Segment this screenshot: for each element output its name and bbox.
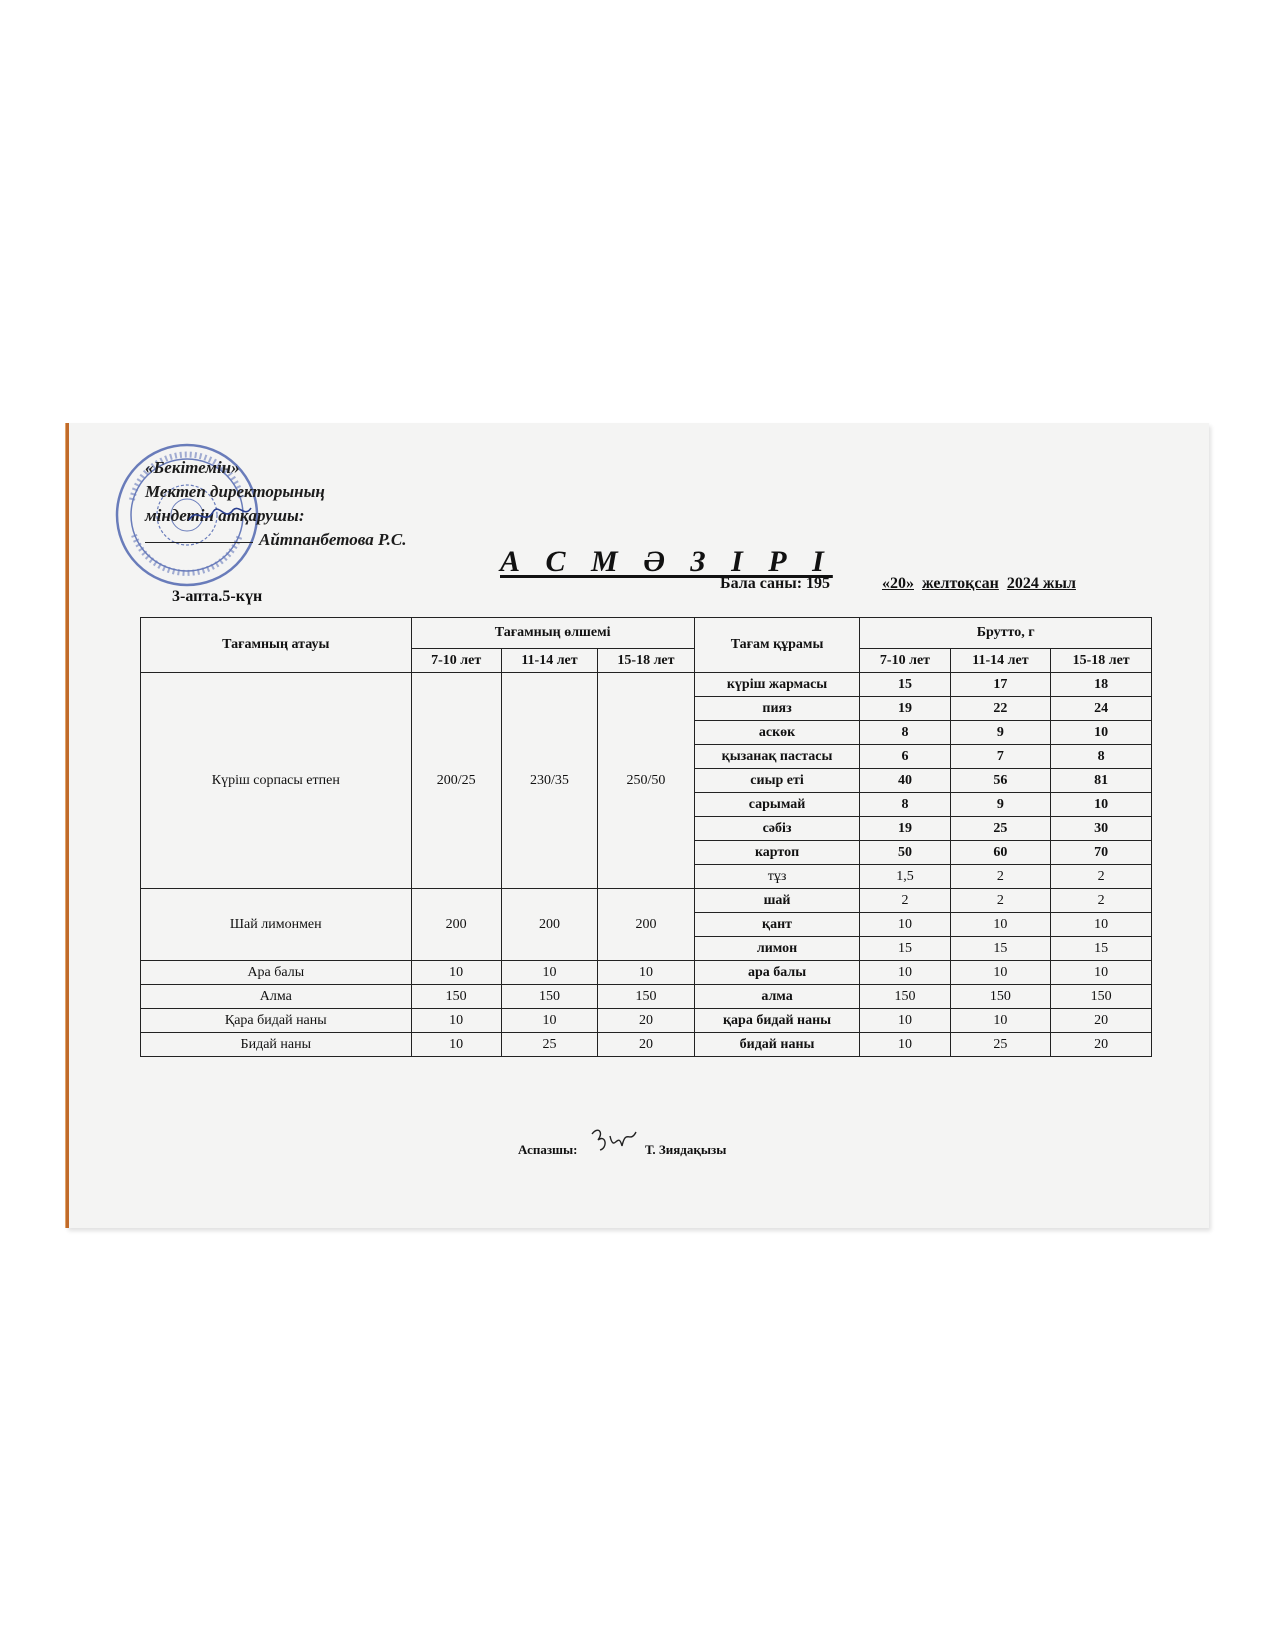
brutto-age2: 25	[950, 1033, 1051, 1057]
date-year: 2024 жыл	[1006, 575, 1076, 592]
table-row	[141, 961, 1152, 985]
dish-portion-age1: 200/25	[411, 673, 501, 889]
table-row	[141, 889, 1152, 913]
table-row	[141, 1033, 1152, 1057]
dish-portion-age2: 150	[501, 985, 597, 1009]
dish-portion-age1: 10	[411, 961, 501, 985]
ingredient-name: қара бидай наны	[694, 1009, 860, 1033]
brutto-age3: 30	[1051, 817, 1152, 841]
brutto-age1: 6	[860, 745, 950, 769]
dish-portion-age2: 10	[501, 961, 597, 985]
cook-name: Т. Зиядақызы	[645, 1142, 727, 1157]
table-row	[141, 985, 1152, 1009]
dish-portion-age1: 150	[411, 985, 501, 1009]
header-portion-age2: 11-14 лет	[501, 649, 597, 673]
approval-role: міндетін атқарушы:	[145, 506, 305, 525]
brutto-age3: 15	[1051, 937, 1152, 961]
dish-portion-age2: 10	[501, 1009, 597, 1033]
dish-portion-age1: 200	[411, 889, 501, 961]
date-day: «20»	[882, 575, 914, 592]
dish-name: Күріш сорпасы етпен	[141, 673, 412, 889]
brutto-age3: 81	[1051, 769, 1152, 793]
brutto-age2: 7	[950, 745, 1051, 769]
date-month: желтоқсан	[922, 575, 999, 592]
brutto-age2: 2	[950, 865, 1051, 889]
header-portion-age3: 15-18 лет	[598, 649, 694, 673]
ingredient-name: күріш жармасы	[694, 673, 860, 697]
cook-label: Аспазшы:	[518, 1142, 578, 1157]
ingredient-name: қызанақ пастасы	[694, 745, 860, 769]
brutto-age2: 17	[950, 673, 1051, 697]
brutto-age1: 50	[860, 841, 950, 865]
dish-name: Алма	[141, 985, 412, 1009]
director-signature-line	[145, 542, 253, 543]
brutto-age2: 150	[950, 985, 1051, 1009]
brutto-age1: 40	[860, 769, 950, 793]
approval-position: Мектеп директорының	[145, 482, 325, 501]
brutto-age2: 10	[950, 1009, 1051, 1033]
page-title: А С М Ә З І Р І	[500, 545, 833, 578]
dish-portion-age1: 10	[411, 1033, 501, 1057]
dish-name: Қара бидай наны	[141, 1009, 412, 1033]
brutto-age3: 70	[1051, 841, 1152, 865]
approval-approve: «Бекітемін»	[145, 458, 240, 477]
director-signature	[185, 500, 255, 528]
ingredient-name: тұз	[694, 865, 860, 889]
ingredient-name: сиыр еті	[694, 769, 860, 793]
brutto-age2: 9	[950, 721, 1051, 745]
menu-date	[882, 575, 1084, 593]
brutto-age1: 15	[860, 673, 950, 697]
ingredient-name: сәбіз	[694, 817, 860, 841]
brutto-age2: 56	[950, 769, 1051, 793]
header-portion-age1: 7-10 лет	[411, 649, 501, 673]
brutto-age1: 10	[860, 1009, 950, 1033]
brutto-age1: 2	[860, 889, 950, 913]
dish-portion-age3: 150	[598, 985, 694, 1009]
brutto-age2: 15	[950, 937, 1051, 961]
table-row	[141, 673, 1152, 697]
approval-director-name: Айтпанбетова Р.С.	[259, 530, 407, 549]
ingredient-name: пияз	[694, 697, 860, 721]
ingredient-name: картоп	[694, 841, 860, 865]
ingredient-name: қант	[694, 913, 860, 937]
brutto-age3: 10	[1051, 793, 1152, 817]
header-portion: Тағамның өлшемі	[411, 618, 694, 649]
header-composition: Тағам құрамы	[694, 618, 860, 673]
dish-name: Бидай наны	[141, 1033, 412, 1057]
brutto-age1: 10	[860, 913, 950, 937]
brutto-age3: 10	[1051, 913, 1152, 937]
brutto-age1: 150	[860, 985, 950, 1009]
brutto-age3: 20	[1051, 1033, 1152, 1057]
dish-portion-age3: 250/50	[598, 673, 694, 889]
dish-portion-age3: 20	[598, 1033, 694, 1057]
brutto-age3: 24	[1051, 697, 1152, 721]
brutto-age1: 10	[860, 961, 950, 985]
menu-table	[140, 617, 1152, 1057]
brutto-age3: 10	[1051, 961, 1152, 985]
children-count: Бала саны: 195	[720, 575, 831, 592]
brutto-age1: 19	[860, 697, 950, 721]
ingredient-name: аскөк	[694, 721, 860, 745]
dish-portion-age3: 20	[598, 1009, 694, 1033]
brutto-age2: 25	[950, 817, 1051, 841]
table-row	[141, 1009, 1152, 1033]
ingredient-name: лимон	[694, 937, 860, 961]
dish-name: Ара балы	[141, 961, 412, 985]
brutto-age2: 10	[950, 913, 1051, 937]
brutto-age2: 9	[950, 793, 1051, 817]
brutto-age1: 8	[860, 793, 950, 817]
dish-name: Шай лимонмен	[141, 889, 412, 961]
brutto-age2: 22	[950, 697, 1051, 721]
header-dish-name: Тағамның атауы	[141, 618, 412, 673]
brutto-age3: 10	[1051, 721, 1152, 745]
dish-portion-age2: 25	[501, 1033, 597, 1057]
brutto-age1: 1,5	[860, 865, 950, 889]
dish-portion-age2: 230/35	[501, 673, 597, 889]
brutto-age2: 10	[950, 961, 1051, 985]
dish-portion-age1: 10	[411, 1009, 501, 1033]
header-brutto-age1: 7-10 лет	[860, 649, 950, 673]
ingredient-name: ара балы	[694, 961, 860, 985]
brutto-age1: 19	[860, 817, 950, 841]
brutto-age3: 18	[1051, 673, 1152, 697]
menu-table-body	[141, 673, 1152, 1057]
brutto-age3: 150	[1051, 985, 1152, 1009]
brutto-age1: 8	[860, 721, 950, 745]
brutto-age2: 2	[950, 889, 1051, 913]
brutto-age3: 20	[1051, 1009, 1152, 1033]
header-brutto-age2: 11-14 лет	[950, 649, 1051, 673]
cook-signature	[588, 1124, 640, 1158]
brutto-age3: 8	[1051, 745, 1152, 769]
brutto-age3: 2	[1051, 889, 1152, 913]
header-brutto: Брутто, г	[860, 618, 1152, 649]
week-day-label: 3-апта.5-күн	[172, 588, 263, 605]
dish-portion-age3: 200	[598, 889, 694, 961]
dish-portion-age2: 200	[501, 889, 597, 961]
brutto-age2: 60	[950, 841, 1051, 865]
brutto-age1: 15	[860, 937, 950, 961]
dish-portion-age3: 10	[598, 961, 694, 985]
header-brutto-age3: 15-18 лет	[1051, 649, 1152, 673]
brutto-age3: 2	[1051, 865, 1152, 889]
ingredient-name: шай	[694, 889, 860, 913]
ingredient-name: бидай наны	[694, 1033, 860, 1057]
ingredient-name: алма	[694, 985, 860, 1009]
brutto-age1: 10	[860, 1033, 950, 1057]
ingredient-name: сарымай	[694, 793, 860, 817]
